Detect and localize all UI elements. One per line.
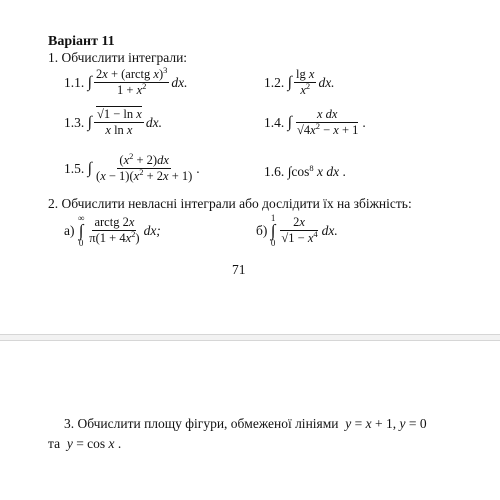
upper-limit: ∞ xyxy=(77,213,85,223)
integral-label: 1.3. xyxy=(64,114,85,130)
integral-sign: ∫ xyxy=(87,159,93,177)
page-divider xyxy=(0,334,500,341)
differential: dx. xyxy=(171,74,188,90)
integral-label: б) xyxy=(256,222,268,238)
numerator: x dx xyxy=(315,108,339,123)
improper-integral-b xyxy=(256,214,338,247)
integral-sign: ∫ xyxy=(287,113,293,131)
lower-limit: 0 xyxy=(270,237,276,248)
improper-integral-a xyxy=(64,214,161,247)
variant-title: Варіант 11 xyxy=(48,34,115,49)
denominator: $(x - 1)(x^2 + 2x + 1)$ xyxy=(96,167,193,184)
terminal-period: . xyxy=(196,160,200,176)
denominator: x ln x xyxy=(105,123,133,138)
fraction xyxy=(294,108,360,137)
task1-heading: 1. Обчислити інтеграли: xyxy=(48,50,188,65)
denominator: $x^2$ xyxy=(300,81,311,98)
fraction xyxy=(294,68,316,97)
integral-1-6 xyxy=(264,164,346,180)
numerator: √1 − ln x xyxy=(94,108,144,123)
denominator: $√4x^2 - x + 1$ xyxy=(297,121,359,138)
task2-heading: 2. Обчислити невласні інтеграли або дослідити їх на збіжність: xyxy=(48,196,412,211)
denominator: $\pi(1 + 4x^2)$ xyxy=(89,229,140,246)
denominator: $√1 - x^4$ xyxy=(281,229,318,246)
differential: dx; xyxy=(143,222,161,238)
integral-label: а) xyxy=(64,222,75,238)
integral-expression: $\int\cos^8$ x dx . xyxy=(287,163,346,179)
integral-1-4 xyxy=(264,108,366,137)
numerator: $(x^2 + 2)dx$ xyxy=(117,154,171,169)
integral-1-1 xyxy=(64,65,188,98)
integral-sign: ∫ xyxy=(87,113,93,131)
fraction xyxy=(87,216,141,245)
upper-limit: 1 xyxy=(270,213,276,223)
numerator: lg x xyxy=(294,68,316,83)
numerator: 2x + (arctg x)$^3$ xyxy=(94,68,169,83)
integral-label: 1.2. xyxy=(264,74,285,90)
integral-sign-with-limits: 1 ∫ 0 xyxy=(270,213,276,248)
task3-line1: 3. Обчислити площу фігури, обмеженої лініями y = x + 1, y = 0 xyxy=(64,416,427,431)
integral-label: 1.6. xyxy=(264,164,285,179)
lower-limit: 0 xyxy=(78,237,84,248)
integral-sign: ∫ xyxy=(287,73,293,91)
integral-1-2 xyxy=(264,68,335,97)
integral-sign: ∫ xyxy=(87,73,93,91)
page-number: 71 xyxy=(232,262,246,277)
integral-1-5 xyxy=(64,151,200,184)
numerator: 2x xyxy=(291,216,307,231)
fraction xyxy=(94,65,169,98)
integral-label: 1.4. xyxy=(264,114,285,130)
differential: dx. xyxy=(318,74,335,90)
task3-line2: та y = cos x . xyxy=(48,436,122,451)
terminal-period: . xyxy=(362,114,366,130)
fraction xyxy=(278,216,319,245)
numerator: arctg 2x xyxy=(92,216,136,231)
fraction xyxy=(94,108,144,137)
differential: dx. xyxy=(145,114,162,130)
integral-label: 1.5. xyxy=(64,160,85,176)
denominator: $1 + x^2$ xyxy=(117,81,147,98)
integral-label: 1.1. xyxy=(64,74,85,90)
integral-sign-with-limits: ∞ ∫ 0 xyxy=(77,213,85,248)
integral-1-3 xyxy=(64,108,162,137)
differential: dx. xyxy=(321,222,338,238)
fraction xyxy=(94,151,194,184)
